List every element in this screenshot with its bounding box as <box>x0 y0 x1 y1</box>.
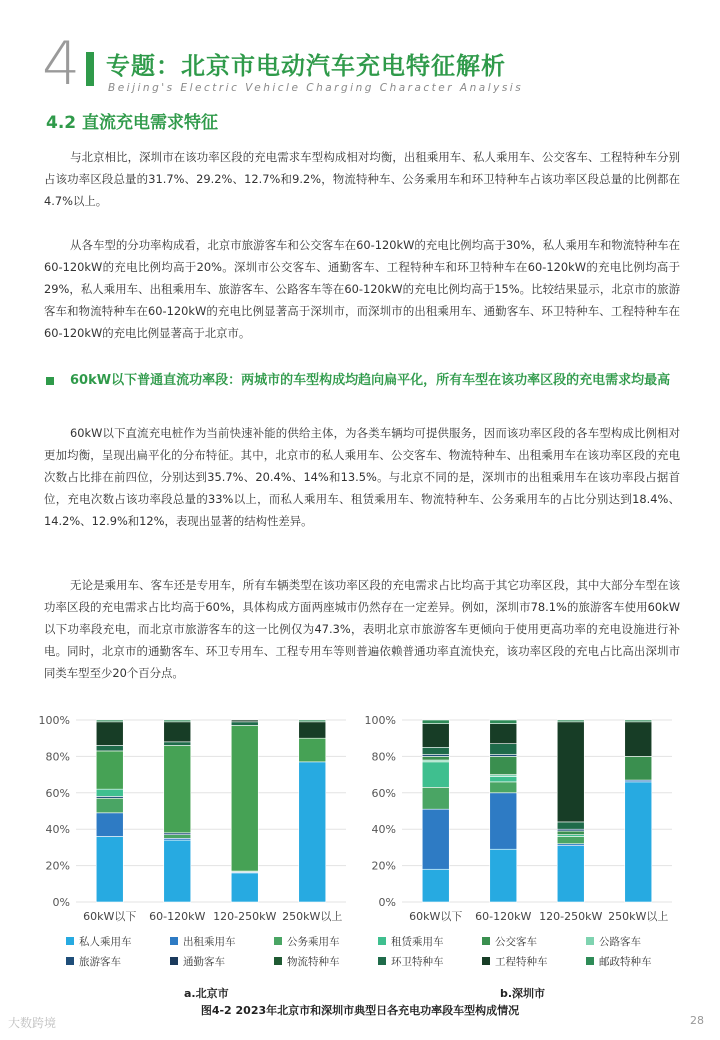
bar-segment <box>422 809 449 869</box>
legend-swatch-icon <box>482 957 490 965</box>
x-tick-label: 250kW以上 <box>608 910 669 923</box>
legend-swatch-icon <box>170 957 178 965</box>
x-tick-label: 250kW以上 <box>282 910 343 923</box>
paragraph-4-text: 无论是乘用车、客车还是专用车，所有车辆类型在该功率区段的充电需求占比均高于其它功率区段，其中大部分车型在该功率区段的充电需求占比均高于60%，具体构成方面两座城市仍然存在一定差异。例如，深圳市78.1%的旅游客车使用60kW以下功率段充电，而北京市旅游客车的这一比例仅为47.3%，表明北京市旅游客车更倾向于使用更高功率的充电设施进行补电。同时，北京市的通勤客车、环卫专用车、工程专用车等则普遍依赖普通功率直流快充，该功率区段的充电占比高出深圳市同类车型至少20个百分点。 <box>44 578 680 680</box>
bar-segment <box>164 840 191 902</box>
bar-segment <box>422 869 449 902</box>
bar-segment <box>164 720 191 722</box>
legend-swatch-icon <box>586 957 594 965</box>
legend-shenzhen <box>378 934 678 974</box>
bar-segment <box>490 793 517 849</box>
bar-segment <box>625 722 652 757</box>
paragraph-1 <box>44 146 680 212</box>
legend-label: 私人乘用车 <box>79 936 132 948</box>
figure-caption: 图4-2 2023年北京市和深圳市典型日各充电功率段车型构成情况 <box>200 1004 520 1017</box>
bar-segment <box>96 720 123 722</box>
legend-swatch-icon <box>170 937 178 945</box>
chapter-number: 4 <box>42 29 81 99</box>
legend-label: 出租乘用车 <box>183 936 236 948</box>
bar-segment <box>625 756 652 780</box>
legend-label: 租赁乘用车 <box>391 936 444 948</box>
legend-swatch-icon <box>586 937 594 945</box>
legend-swatch-icon <box>274 957 282 965</box>
bar-segment <box>422 724 449 748</box>
chapter-accent-bar <box>86 52 94 86</box>
legend-label: 工程特种车 <box>495 956 548 968</box>
legend-swatch-icon <box>378 937 386 945</box>
bar-segment <box>422 762 449 787</box>
bar-segment <box>96 789 123 796</box>
y-tick-label: 80% <box>371 750 396 764</box>
bar-segment <box>96 745 123 750</box>
y-tick-label: 40% <box>45 823 70 837</box>
legend-item <box>482 934 537 949</box>
bar-segment <box>299 722 326 738</box>
legend-item <box>66 934 132 949</box>
y-tick-label: 100% <box>364 714 396 727</box>
bar-segment <box>490 724 517 744</box>
bullet-heading-text: 60kW以下普通直流功率段：两城市的车型构成均趋向扁平化，所有车型在该功率区段的充电需求均最高 <box>70 373 671 388</box>
legend-item <box>66 954 121 969</box>
bar-segment <box>164 742 191 746</box>
bar-segment <box>557 836 584 843</box>
chapter-header <box>36 29 676 99</box>
legend-beijing <box>66 934 356 974</box>
legend-label: 旅游客车 <box>79 956 121 968</box>
x-tick-label: 120-250kW <box>213 910 277 923</box>
x-tick-label: 60kW以下 <box>83 910 137 923</box>
chart-caption-beijing: a.北京市 <box>184 987 229 1000</box>
bar-segment <box>96 798 123 813</box>
paragraph-4 <box>44 574 680 684</box>
legend-label: 物流特种车 <box>287 956 340 968</box>
bar-segment <box>231 873 258 902</box>
bar-segment <box>96 722 123 746</box>
page-number: 28 <box>690 1014 704 1027</box>
bar-segment <box>164 835 191 839</box>
bar-segment <box>299 738 326 762</box>
bar-segment <box>490 849 517 902</box>
legend-label: 公务乘用车 <box>287 936 340 948</box>
legend-item <box>586 954 652 969</box>
legend-swatch-icon <box>66 957 74 965</box>
y-tick-label: 80% <box>45 750 70 764</box>
chapter-subtitle: Beijing's Electric Vehicle Charging Character Analysis <box>108 82 524 94</box>
legend-swatch-icon <box>482 937 490 945</box>
bar-segment <box>231 725 258 871</box>
paragraph-3 <box>44 422 680 532</box>
legend-label: 公交客车 <box>495 936 537 948</box>
bar-segment <box>422 747 449 754</box>
legend-label: 邮政特种车 <box>599 956 652 968</box>
legend-item <box>170 954 225 969</box>
chart-beijing <box>36 706 356 936</box>
section-title: 4.2 直流充电需求特征 <box>46 113 219 133</box>
y-tick-label: 60% <box>45 786 70 800</box>
bar-segment <box>96 751 123 789</box>
bar-segment <box>625 720 652 722</box>
y-tick-label: 20% <box>45 859 70 873</box>
legend-label: 环卫特种车 <box>391 956 444 968</box>
bar-segment <box>96 813 123 837</box>
y-tick-label: 0% <box>378 896 396 909</box>
chart-shenzhen-svg <box>362 706 682 936</box>
bar-segment <box>422 720 449 724</box>
legend-item <box>274 954 340 969</box>
x-tick-label: 120-250kW <box>539 910 603 923</box>
legend-swatch-icon <box>274 937 282 945</box>
x-tick-label: 60-120kW <box>149 910 206 923</box>
chapter-title: 专题：北京市电动汽车充电特征解析 <box>106 52 506 80</box>
legend-swatch-icon <box>66 937 74 945</box>
legend-item <box>170 934 236 949</box>
chart-beijing-svg <box>36 706 356 936</box>
legend-label: 通勤客车 <box>183 956 225 968</box>
bar-segment <box>231 720 258 722</box>
legend-label: 公路客车 <box>599 936 641 948</box>
bar-segment <box>490 782 517 793</box>
legend-item <box>274 934 340 949</box>
bar-segment <box>625 782 652 902</box>
paragraph-3-text: 60kW以下直流充电桩作为当前快速补能的供给主体，为各类车辆均可提供服务，因而该功率区段的各车型构成比例相对更加均衡，呈现出扁平化的分布特征。其中，北京市的私人乘用车、公交客车、物流特种车、出租乘用车在该功率区段的充电次数占比排在前四位，分别达到35.7%、20.4%、14%和13.5%。与北京不同的是，深圳市的出租乘用车在该功率段占据首位，充电次数占该功率段总量的33%以上，而私人乘用车、租赁乘用车、物流特种车、公务乘用车的占比分别达到18.4%、14.2%、12.9%和12%，表现出显著的结构性差异。 <box>44 426 680 528</box>
bar-segment <box>299 720 326 722</box>
bar-segment <box>557 831 584 835</box>
legend-item <box>378 934 444 949</box>
bar-segment <box>299 762 326 902</box>
bar-segment <box>231 722 258 726</box>
y-tick-label: 0% <box>52 896 70 909</box>
bar-segment <box>422 787 449 809</box>
y-tick-label: 20% <box>371 859 396 873</box>
paragraph-1-text: 与北京相比，深圳市在该功率区段的充电需求车型构成相对均衡，出租乘用车、私人乘用车、公交客车、工程特种车分别占该功率区段总量的31.7%、29.2%、12.7%和9.2%，物流特种车、公务乘用车和环卫特种车占该功率区段总量的比例都在4.7%以上。 <box>44 150 680 208</box>
paragraph-2 <box>44 234 680 344</box>
bar-segment <box>164 745 191 832</box>
bar-segment <box>164 722 191 742</box>
bar-segment <box>96 836 123 902</box>
bar-segment <box>490 756 517 774</box>
y-tick-label: 100% <box>38 714 70 727</box>
y-tick-label: 40% <box>371 823 396 837</box>
bar-segment <box>557 722 584 822</box>
chart-shenzhen <box>362 706 682 936</box>
bar-segment <box>557 720 584 722</box>
paragraph-2-text: 从各车型的分功率构成看，北京市旅游客车和公交客车在60-120kW的充电比例均高于30%，私人乘用车和物流特种车在60-120kW的充电比例均高于20%。深圳市公交客车、通勤客车、工程特种车和环卫特种车在60-120kW的充电比例均高于29%，私人乘用车、出租乘用车、旅游客车、公路客车等在60-120kW的充电比例均高于15%。比较结果显示，北京市的旅游客车和物流特种车在60-120kW的充电比例显著高于深圳市，而深圳市的出租乘用车、通勤客车、环卫特种车、工程特种车在60-120kW的充电比例显著高于北京市。 <box>44 238 680 340</box>
legend-item <box>586 934 641 949</box>
bar-segment <box>557 822 584 829</box>
bar-segment <box>422 756 449 760</box>
legend-item <box>378 954 444 969</box>
x-tick-label: 60-120kW <box>475 910 532 923</box>
bar-segment <box>490 776 517 781</box>
legend-swatch-icon <box>378 957 386 965</box>
bar-segment <box>490 720 517 724</box>
bullet-square-icon <box>46 377 54 385</box>
legend-item <box>482 954 548 969</box>
chart-caption-shenzhen: b.深圳市 <box>500 987 546 1000</box>
bar-segment <box>557 846 584 902</box>
x-tick-label: 60kW以下 <box>409 910 463 923</box>
footer-logo: 大数跨境 <box>8 1016 57 1030</box>
bar-segment <box>490 744 517 755</box>
y-tick-label: 60% <box>371 786 396 800</box>
